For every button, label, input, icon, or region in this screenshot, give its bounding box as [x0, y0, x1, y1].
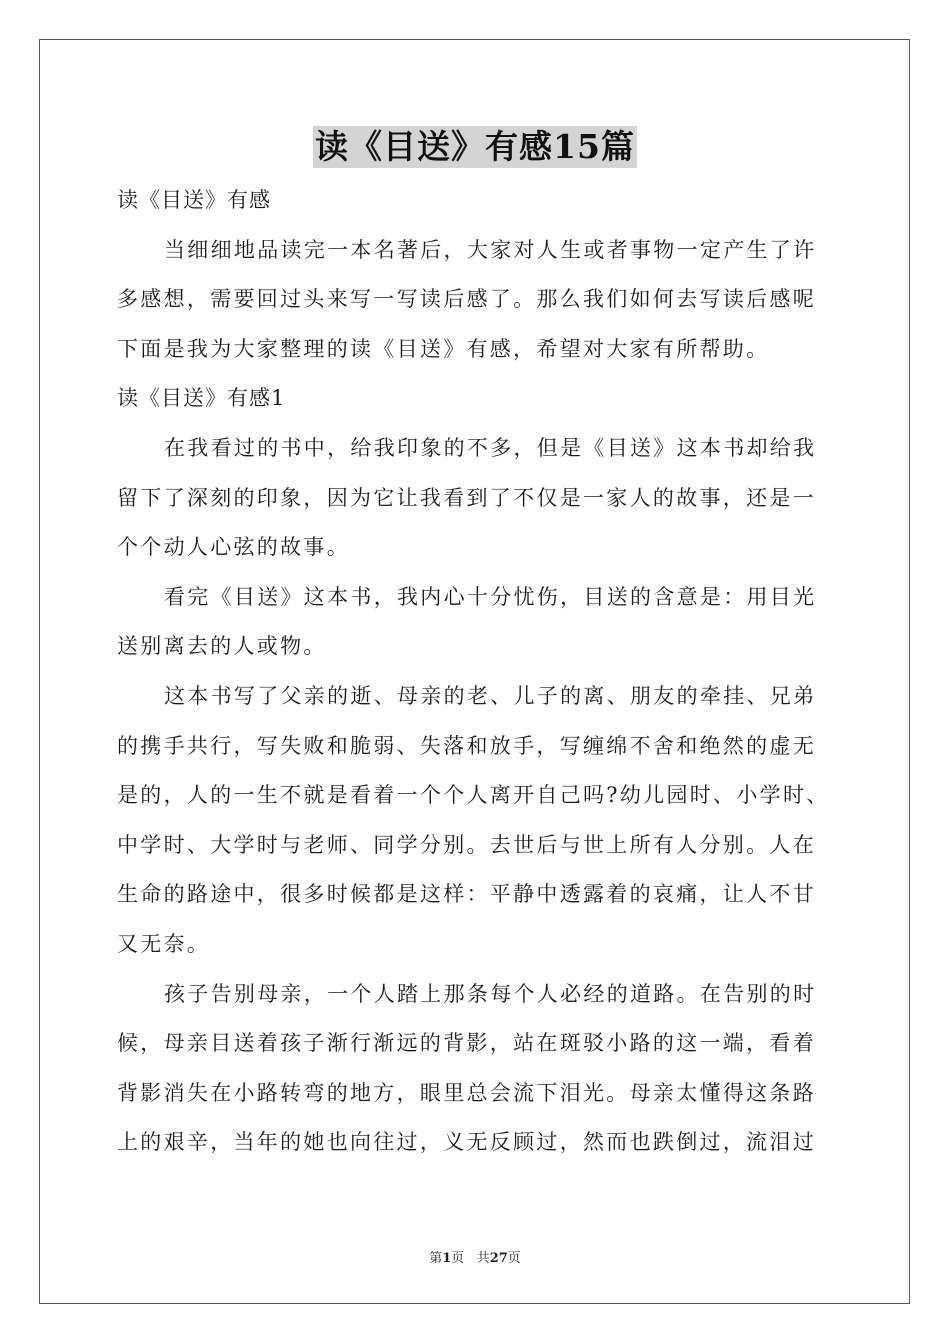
text-line: 是的，人的一生不就是看着一个个人离开自己吗?幼儿园时、小学时、	[117, 783, 830, 808]
text-line: 看完《目送》这本书，我内心十分忧伤，目送的含意是：用目光	[164, 584, 817, 609]
document-body	[117, 176, 837, 1168]
total-prefix: 共	[476, 1251, 490, 1266]
text-line: 送别离去的人或物。	[117, 634, 327, 659]
page-number: 1	[442, 1251, 452, 1266]
text-line: 留下了深刻的印象，因为它让我看到了不仅是一家人的故事，还是一	[117, 485, 816, 510]
text-line: 上的艰辛，当年的她也向往过，义无反顾过，然而也跌倒过，流泪过	[117, 1130, 816, 1155]
text-line: 生命的路途中，很多时候都是这样：平静中透露着的哀痛，让人不甘	[117, 882, 816, 907]
text-line: 当细细地品读完一本名著后，大家对人生或者事物一定产生了许	[164, 237, 817, 262]
text-line: 孩子告别母亲，一个人踏上那条每个人必经的道路。在告别的时	[164, 981, 817, 1006]
text-line: 的携手共行，写失败和脆弱、失落和放手，写缠绵不舍和绝然的虚无	[117, 733, 816, 758]
document-title: 读《目送》有感15篇	[315, 127, 635, 166]
text-line: 又无奈。	[117, 931, 211, 956]
text-line: 这本书写了父亲的逝、母亲的老、儿子的离、朋友的牵挂、兄弟	[164, 683, 817, 708]
text-line: 中学时、大学时与老师、同学分别。去世后与世上所有人分别。人在	[117, 832, 816, 857]
text-line: 背影消失在小路转弯的地方，眼里总会流下泪光。母亲太懂得这条路	[117, 1080, 816, 1105]
text-line: 多感想，需要回过头来写一写读后感了。那么我们如何去写读后感呢	[117, 287, 816, 312]
total-suffix: 页	[507, 1251, 521, 1266]
page-prefix: 第	[429, 1251, 443, 1266]
total-pages: 27	[489, 1251, 508, 1266]
text-line: 读《目送》有感	[117, 188, 271, 212]
page-suffix: 页	[451, 1251, 465, 1266]
text-line: 候，母亲目送着孩子渐行渐远的背影，站在斑驳小路的这一端，看着	[117, 1031, 816, 1056]
page-footer	[0, 1247, 950, 1266]
title-container	[0, 126, 950, 168]
text-line: 下面是我为大家整理的读《目送》有感，希望对大家有所帮助。	[117, 336, 770, 361]
text-line: 个个动人心弦的故事。	[117, 535, 350, 560]
text-line: 读《目送》有感1	[117, 386, 286, 411]
text-line: 在我看过的书中，给我印象的不多，但是《目送》这本书却给我	[164, 435, 817, 460]
